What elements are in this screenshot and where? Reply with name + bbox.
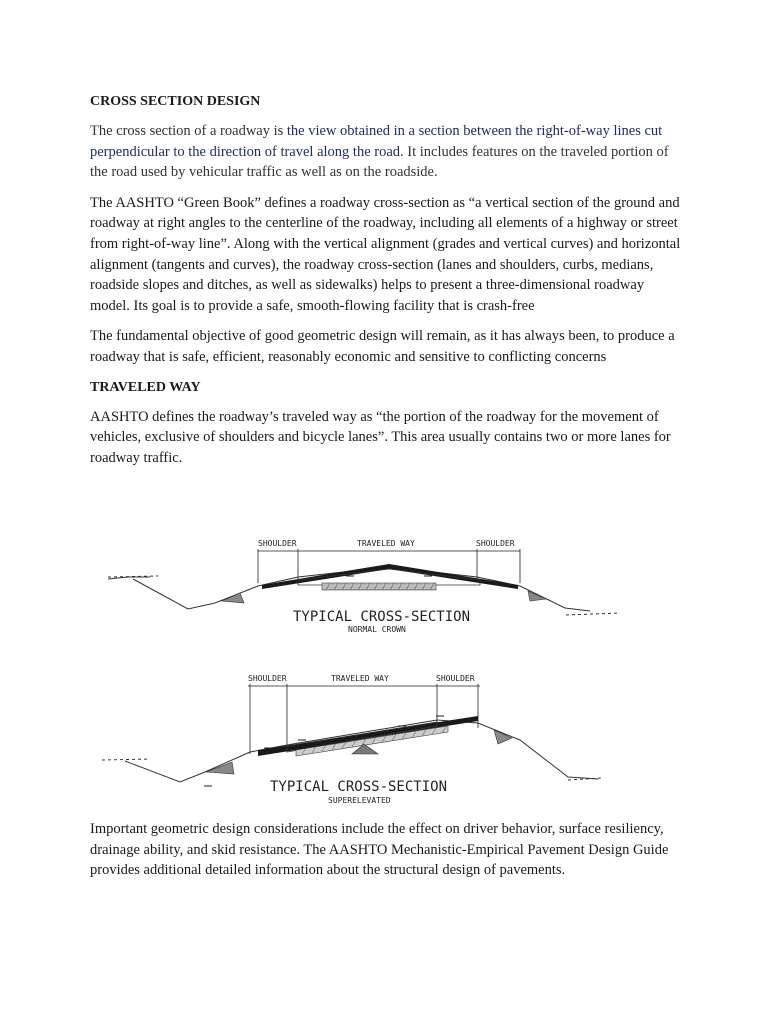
document-body (90, 92, 685, 478)
definition-link[interactable]: the view obtained in a section between the right-of-way lines cut perpendicular to the direction of travel along the road. (90, 123, 663, 160)
section-heading-cross-section: CROSS SECTION DESIGN (90, 94, 261, 109)
cross-section-definition-paragraph (90, 121, 685, 183)
label-shoulder-left: SHOULDER (258, 539, 297, 548)
figure-title: TYPICAL CROSS-SECTION (270, 779, 448, 795)
figure-title: TYPICAL CROSS-SECTION (293, 609, 471, 625)
figure-subtitle: NORMAL CROWN (348, 625, 406, 634)
design-considerations-paragraph: Important geometric design considerations include the effect on driver behavior, surface resiliency, drainage ability, and skid resistance. The AASHTO Mechanistic-Empirical Pavement Design Guide provides additional detailed information about the structural design of pavements. (90, 821, 669, 879)
label-shoulder-right: SHOULDER (476, 539, 515, 548)
label-traveled-way: TRAVELED WAY (331, 674, 389, 683)
closing-section (90, 819, 685, 891)
label-shoulder-left: SHOULDER (248, 674, 287, 683)
cross-section-superelevated-figure (0, 668, 768, 808)
paragraph-text: It includes features on the traveled portion of the road used by vehicular traffic as well as on the roadside. (90, 143, 669, 181)
figure-subtitle: SUPERELEVATED (328, 796, 391, 805)
cross-section-normal-crown-figure (0, 533, 768, 638)
paragraph-text: The cross section of a roadway is (90, 123, 287, 139)
section-heading-traveled-way: TRAVELED WAY (90, 379, 201, 395)
label-traveled-way: TRAVELED WAY (357, 539, 415, 548)
green-book-paragraph: The AASHTO “Green Book” defines a roadway cross-section as “a vertical section of the ground and roadway at right angles to the centerline of the roadway, including all elements of a highway or street from right-of-way line”. Along with the vertical alignment (grades and vertical curves) and horizontal alignment (tangents and curves), the roadway cross-section (lanes and shoulders, curbs, medians, roadside slopes and ditches, as well as sidewalks) helps to present a three-dimensional roadway model. Its goal is to provide a safe, smooth-flowing facility that is crash-free (90, 194, 681, 314)
objective-paragraph: The fundamental objective of good geometric design will remain, as it has always been, to produce a roadway that is safe, efficient, reasonably economic and sensitive to conflicting concerns (90, 328, 675, 365)
traveled-way-paragraph: AASHTO defines the roadway’s traveled way as “the portion of the roadway for the movement of vehicles, exclusive of shoulders and bicycle lanes”. This area usually contains two or more lanes for roadway traffic. (90, 408, 671, 466)
label-shoulder-right: SHOULDER (436, 674, 475, 683)
